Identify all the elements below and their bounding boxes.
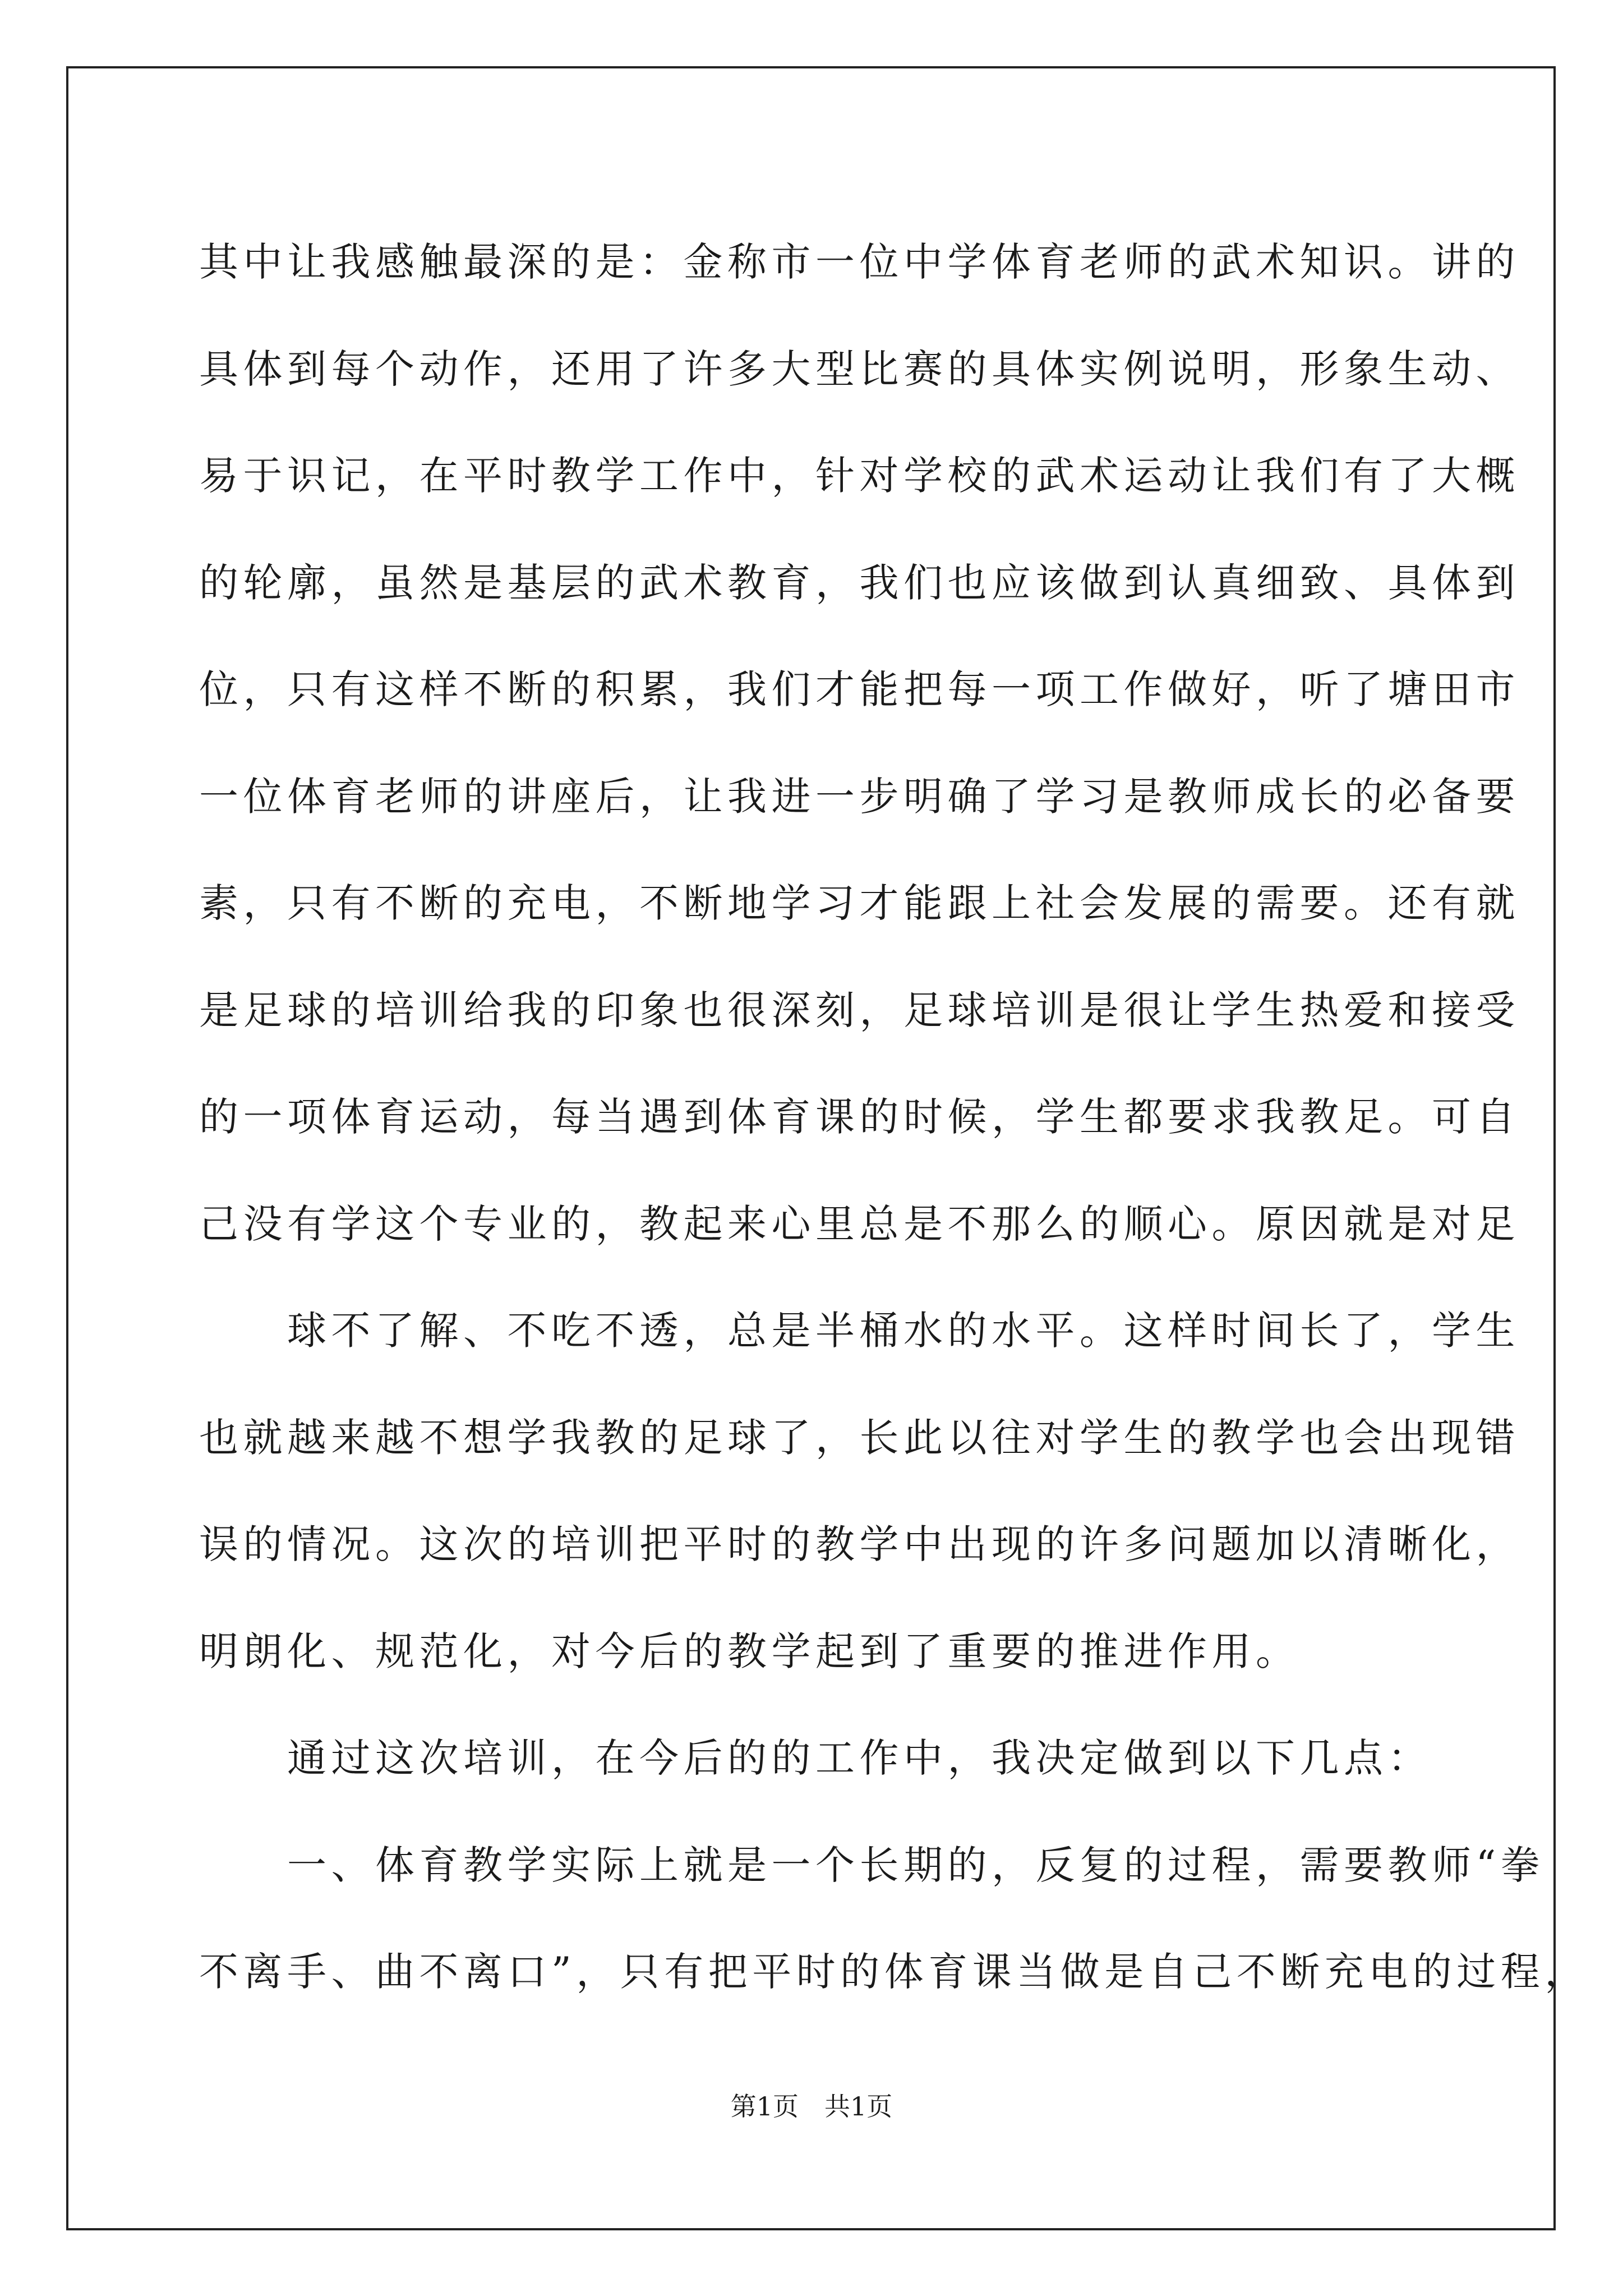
body-line: 球不了解、不吃不透，总是半桶水的水平。这样时间长了，学生	[199, 1308, 1520, 1354]
body-line: 是足球的培训给我的印象也很深刻，足球培训是很让学生热爱和接受	[199, 987, 1520, 1033]
body-line: 的轮廓，虽然是基层的武术教育，我们也应该做到认真细致、具体到	[199, 559, 1520, 606]
body-line: 的一项体育运动，每当遇到体育课的时候，学生都要求我教足。可自	[199, 1094, 1520, 1140]
body-line: 不离手、曲不离口”，只有把平时的体育课当做是自己不断充电的过程，	[199, 1949, 1589, 1995]
body-line: 位，只有这样不断的积累，我们才能把每一项工作做好，听了塘田市	[199, 666, 1520, 712]
body-line: 也就越来越不想学我教的足球了，长此以往对学生的教学也会出现错	[199, 1414, 1520, 1461]
body-line: 一、体育教学实际上就是一个长期的，反复的过程，需要教师“拳	[199, 1842, 1545, 1888]
body-line: 一位体育老师的讲座后，让我进一步明确了学习是教师成长的必备要	[199, 773, 1520, 820]
body-line: 己没有学这个专业的，教起来心里总是不那么的顺心。原因就是对足	[199, 1200, 1520, 1247]
body-line: 易于识记，在平时教学工作中，针对学校的武术运动让我们有了大概	[199, 453, 1520, 499]
body-line: 误的情况。这次的培训把平时的教学中出现的许多问题加以清晰化，	[199, 1521, 1520, 1567]
document-body	[199, 209, 1589, 2026]
page-footer: 第1页 共1页	[730, 2091, 893, 2122]
body-line: 具体到每个动作，还用了许多大型比赛的具体实例说明，形象生动、	[199, 346, 1520, 392]
body-line: 明朗化、规范化，对今后的教学起到了重要的推进作用。	[199, 1628, 1300, 1674]
body-line: 通过这次培训，在今后的的工作中，我决定做到以下几点：	[199, 1735, 1432, 1781]
body-line: 其中让我感触最深的是：金称市一位中学体育老师的武术知识。讲的	[199, 239, 1520, 285]
body-line: 素，只有不断的充电，不断地学习才能跟上社会发展的需要。还有就	[199, 880, 1520, 926]
